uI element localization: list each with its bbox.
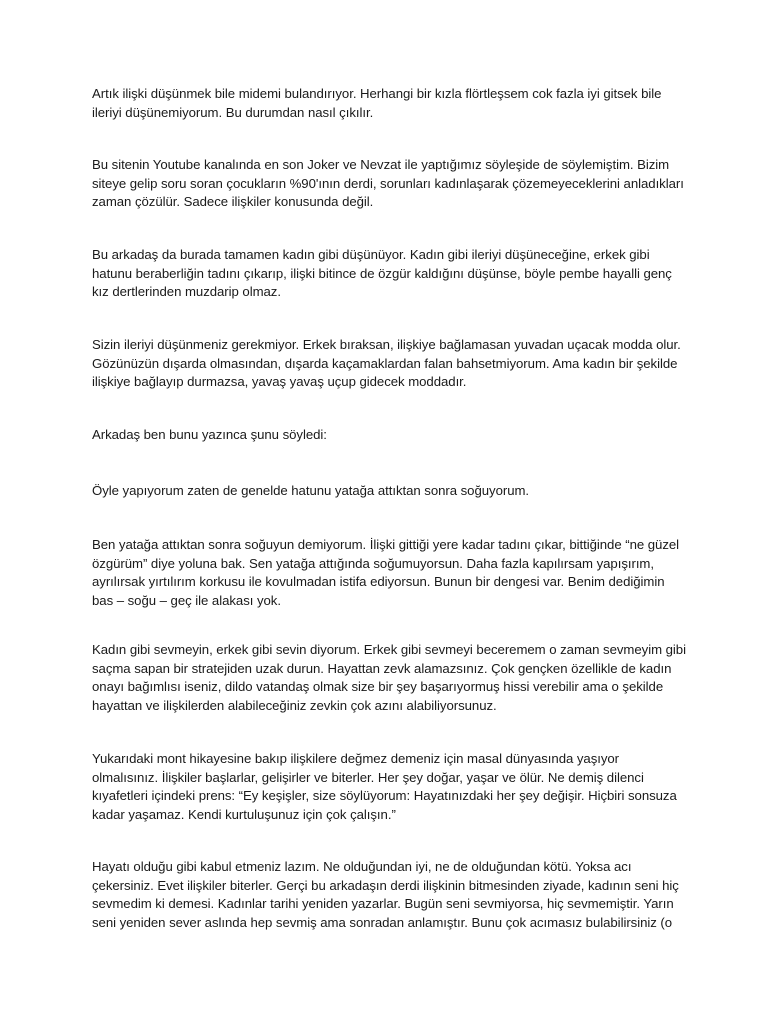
paragraph-4: Sizin ileriyi düşünmeniz gerekmiyor. Erkek bıraksan, ilişkiye bağlamasan yuvadan uçacak modda olur. Gözünüzün dışarda olmasından, dışarda kaçamaklardan falan bahsetmiyorum. Ama kadın bir şekilde ilişkiye bağlayıp durmazsa, yavaş yavaş uçup gidecek moddadır. bbox=[92, 337, 681, 389]
paragraph-8: Kadın gibi sevmeyin, erkek gibi sevin diyorum. Erkek gibi sevmeyi beceremem o zaman sevmeyim gibi saçma sapan bir stratejiden uzak durun. Hayattan zevk alamazsınız. Çok gençken özellikle de kadın onayı bağımlısı iseniz, dildo vatandaş olmak size bir şey başarıyormuş hissi verebilir ama o şekilde hayattan ve ilişkilerden alabileceğiniz zevkin çok azını alabiliyorsunuz. bbox=[92, 642, 686, 713]
paragraph-1: Artık ilişki düşünmek bile midemi bulandırıyor. Herhangi bir kızla flörtleşsem cok fazla iyi gitsek bile ileriyi düşünemiyorum. Bu durumdan nasıl çıkılır. bbox=[92, 86, 662, 120]
paragraph-7: Ben yatağa attıktan sonra soğuyun demiyorum. İlişki gittiği yere kadar tadını çıkar, bittiğinde “ne güzel özgürüm” diye yoluna bak. Sen yatağa attığında soğumuyorsun. Daha fazla kapılırsam yapışırım, ayrılırsak yırtılırım korkusu ile kovulmadan istifa ediyorsun. Bunun bir dengesi var. Benim dediğimin bas – soğu – geç ile alakası yok. bbox=[92, 537, 680, 608]
paragraph-10: Hayatı olduğu gibi kabul etmeniz lazım. Ne olduğundan iyi, ne de olduğundan kötü. Yoksa acı çekersiniz. Evet ilişkiler biterler. Gerçi bu arkadaşın derdi ilişkinin bitmesinden ziyade, kadının seni hiç sevmedim ki demesi. Kadınlar tarihi yeniden yazarlar. Bugün seni sevmiyorsa, hiç sevmemiştir. Yarın seni yeniden sever aslında hep sevmiş ama sonradan anlamıştır. Bunu çok acımasız bulabilirsiniz (o bbox=[92, 859, 679, 930]
paragraph-2: Bu sitenin Youtube kanalında en son Joker ve Nevzat ile yaptığımız söyleşide de söylemiştim. Bizim siteye gelip soru soran çocukların %90'ının derdi, sorunları kadınlaşarak çözemeyeceklerini anladıkları zaman çözülür. Sadece ilişkiler konusunda değil. bbox=[92, 157, 684, 209]
paragraph-9: Yukarıdaki mont hikayesine bakıp ilişkilere değmez demeniz için masal dünyasında yaşıyor olmalısınız. İlişkiler başlarlar, gelişirler ve biterler. Her şey doğar, yaşar ve ölür. Ne demiş dilenci kıyafetleri içindeki prens: “Ey keşişler, size söylüyorum: Hayatınızdaki her şey değişir. Hiçbiri sonsuza kadar yaşamaz. Kendi kurtuluşunuz için çok çalışın.” bbox=[92, 751, 677, 822]
paragraph-6: Öyle yapıyorum zaten de genelde hatunu yatağa attıktan sonra soğuyorum. bbox=[92, 483, 530, 498]
paragraph-3: Bu arkadaş da burada tamamen kadın gibi düşünüyor. Kadın gibi ileriyi düşüneceğine, erkek gibi hatunu beraberliğin tadını çıkarıp, ilişki bitince de özgür kaldığını düşünse, böyle pembe hayalli genç kız dertlerinden muzdarip olmaz. bbox=[92, 247, 672, 299]
paragraph-5: Arkadaş ben bunu yazınca şunu söyledi: bbox=[92, 427, 327, 442]
